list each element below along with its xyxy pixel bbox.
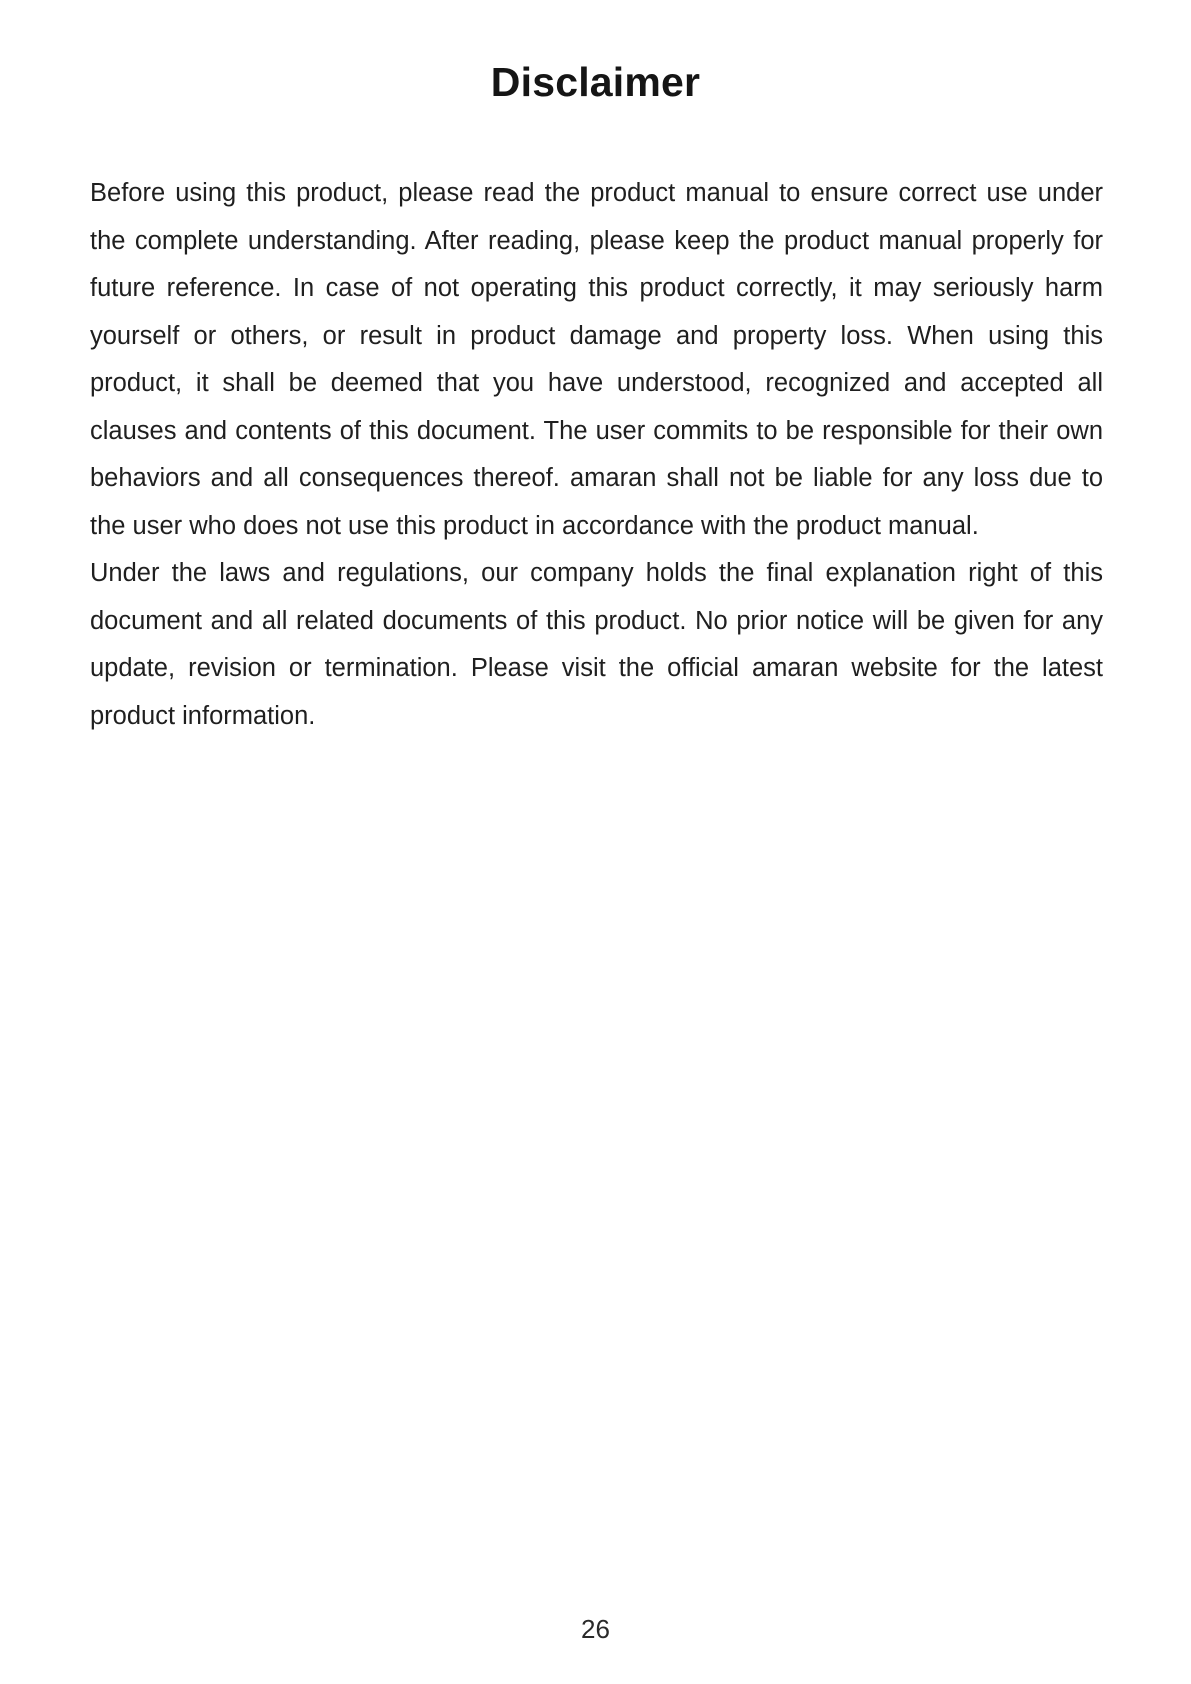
disclaimer-paragraph-1: Before using this product, please read the product manual to ensure correct use under the complete understanding. After reading, please keep the product manual properly for future reference. In case of not operating this product correctly, it may seriously harm yourself or others, or result in product damage and property loss. When using this product, it shall be deemed that you have understood, recognized and accepted all clauses and contents of this document. The user commits to be responsible for their own behaviors and all consequences thereof. amaran shall not be liable for any loss due to the user who does not use this product in accordance with the product manual. <box>90 179 1103 540</box>
disclaimer-paragraph-2: Under the laws and regulations, our company holds the final explanation right of this document and all related documents of this product. No prior notice will be given for any update, revision or termination. Please visit the official amaran website for the latest product information. <box>90 559 1103 730</box>
page-title: Disclaimer <box>490 59 701 105</box>
body-text <box>90 170 1103 740</box>
page-number: 26 <box>581 1614 610 1644</box>
